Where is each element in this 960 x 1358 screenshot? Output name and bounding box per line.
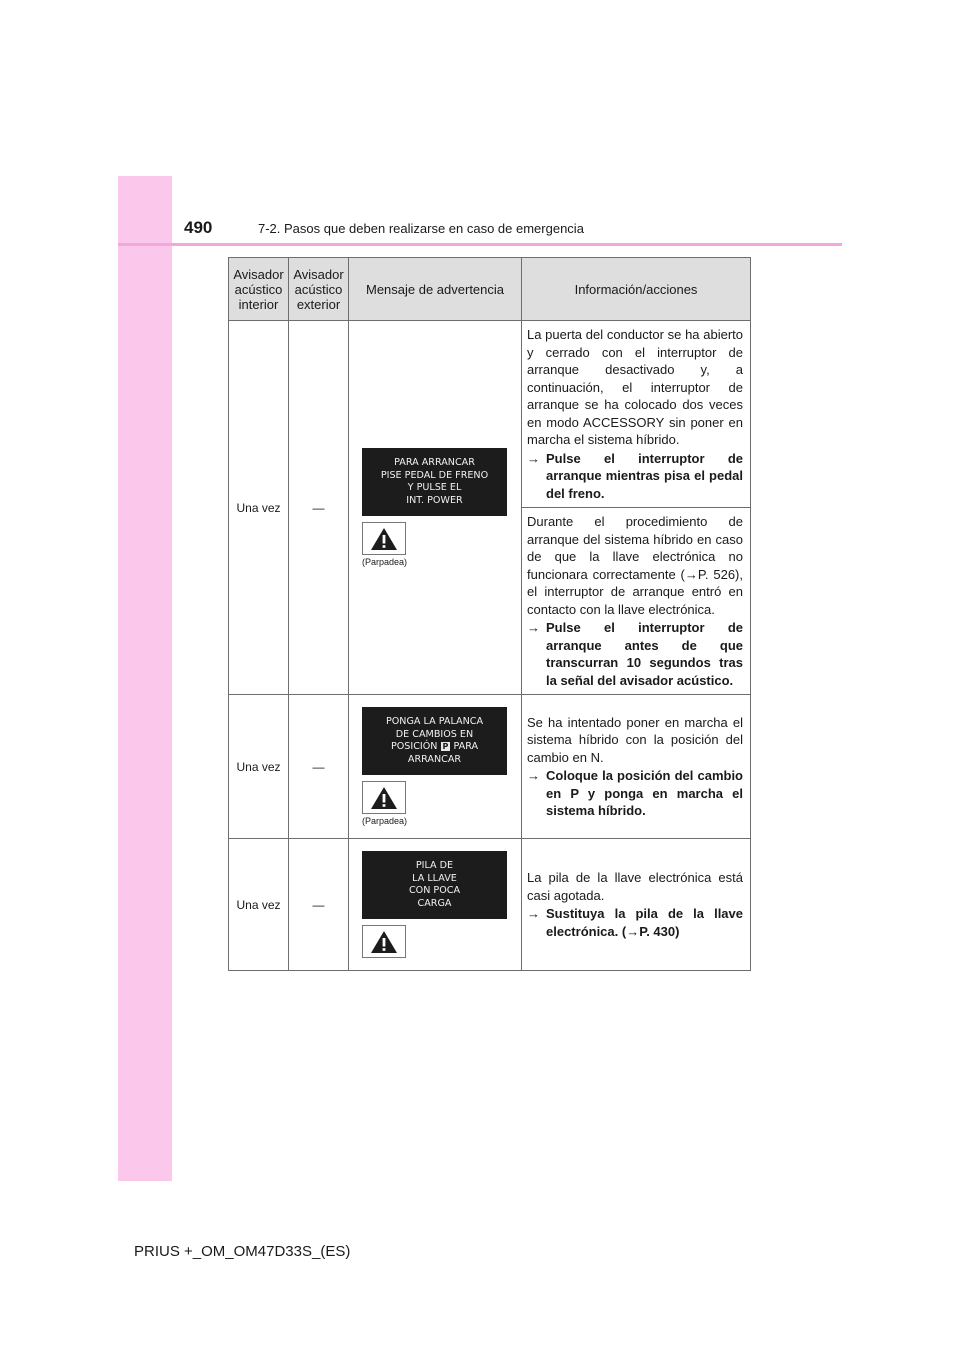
table-row: [229, 695, 751, 839]
display-message: PARA ARRANCAR PISE PEDAL DE FRENO Y PULSE EL INT. POWER: [362, 448, 507, 516]
exterior-buzzer-cell: —: [289, 695, 349, 839]
info-cell: [522, 695, 751, 839]
header-rule: [118, 243, 842, 246]
col-header-exterior: Avisador acústico exterior: [289, 258, 349, 321]
action-text: Sustituya la pila de la llave electrónica. (→P. 430): [546, 906, 743, 939]
action-item: [527, 767, 743, 820]
warning-triangle-icon: [362, 781, 406, 814]
table-row: [229, 839, 751, 971]
col-header-message: Mensaje de advertencia: [349, 258, 522, 321]
interior-buzzer-cell: Una vez: [229, 321, 289, 695]
blink-label: (Parpadea): [362, 816, 408, 826]
warning-message-cell: [349, 695, 522, 839]
document-code: PRIUS +_OM_OM47D33S_(ES): [134, 1243, 351, 1260]
table-row: [229, 321, 751, 508]
warning-triangle-icon: [362, 925, 406, 958]
action-item: [527, 619, 743, 689]
action-item: [527, 450, 743, 503]
action-item: [527, 905, 743, 940]
col-header-interior: Avisador acústico interior: [229, 258, 289, 321]
warning-table: [228, 257, 751, 971]
section-title: 7-2. Pasos que deben realizarse en caso de emergencia: [258, 221, 584, 236]
col-header-info: Información/acciones: [522, 258, 751, 321]
display-message: PILA DE LA LLAVE CON POCA CARGA: [362, 851, 507, 919]
action-text: Pulse el interruptor de arranque antes de que transcurran 10 segundos tras la señal del avisador acústico.: [546, 620, 743, 688]
exterior-buzzer-cell: —: [289, 839, 349, 971]
arrow-icon: →: [527, 906, 540, 921]
warning-triangle-icon: [362, 522, 406, 555]
warning-message-cell: [349, 839, 522, 971]
info-cell: [522, 839, 751, 971]
info-text: La puerta del conductor se ha abierto y cerrado con el interruptor de arranque desactivado y, a continuación, el interruptor de arranque se ha colocado dos veces en modo ACCESSORY sin poner en marcha el sistema híbrido.: [527, 327, 743, 447]
info-text: Se ha intentado poner en marcha el sistema híbrido con la posición del cambio en N.: [527, 714, 743, 765]
info-cell: [522, 321, 751, 508]
chapter-sidebar-tab: [118, 176, 172, 1181]
action-text: Pulse el interruptor de arranque mientras pisa el pedal del freno.: [546, 450, 743, 501]
action-text: Coloque la posición del cambio en P y ponga en marcha el sistema híbrido.: [546, 768, 743, 818]
p-position-badge: P: [442, 742, 449, 751]
display-message: PONGA LA PALANCA DE CAMBIOS EN POSICIÓN P PARA ARRANCAR: [362, 707, 507, 775]
info-text: La pila de la llave electrónica está casi agotada.: [527, 870, 743, 903]
arrow-icon: →: [527, 620, 540, 635]
exterior-buzzer-cell: —: [289, 321, 349, 695]
info-text: Durante el procedimiento de arranque del sistema híbrido en caso de que la llave electrónica no funcionara correctamente (→P. 526), el interruptor de arranque entró en contacto con la llave electrónica.: [527, 514, 743, 617]
table-header-row: [229, 258, 751, 321]
arrow-icon: →: [527, 450, 540, 466]
page-number: 490: [184, 218, 213, 237]
interior-buzzer-cell: Una vez: [229, 839, 289, 971]
interior-buzzer-cell: Una vez: [229, 695, 289, 839]
info-cell: [522, 508, 751, 695]
arrow-icon: →: [527, 768, 540, 783]
blink-label: (Parpadea): [362, 557, 408, 567]
warning-message-cell: [349, 321, 522, 695]
